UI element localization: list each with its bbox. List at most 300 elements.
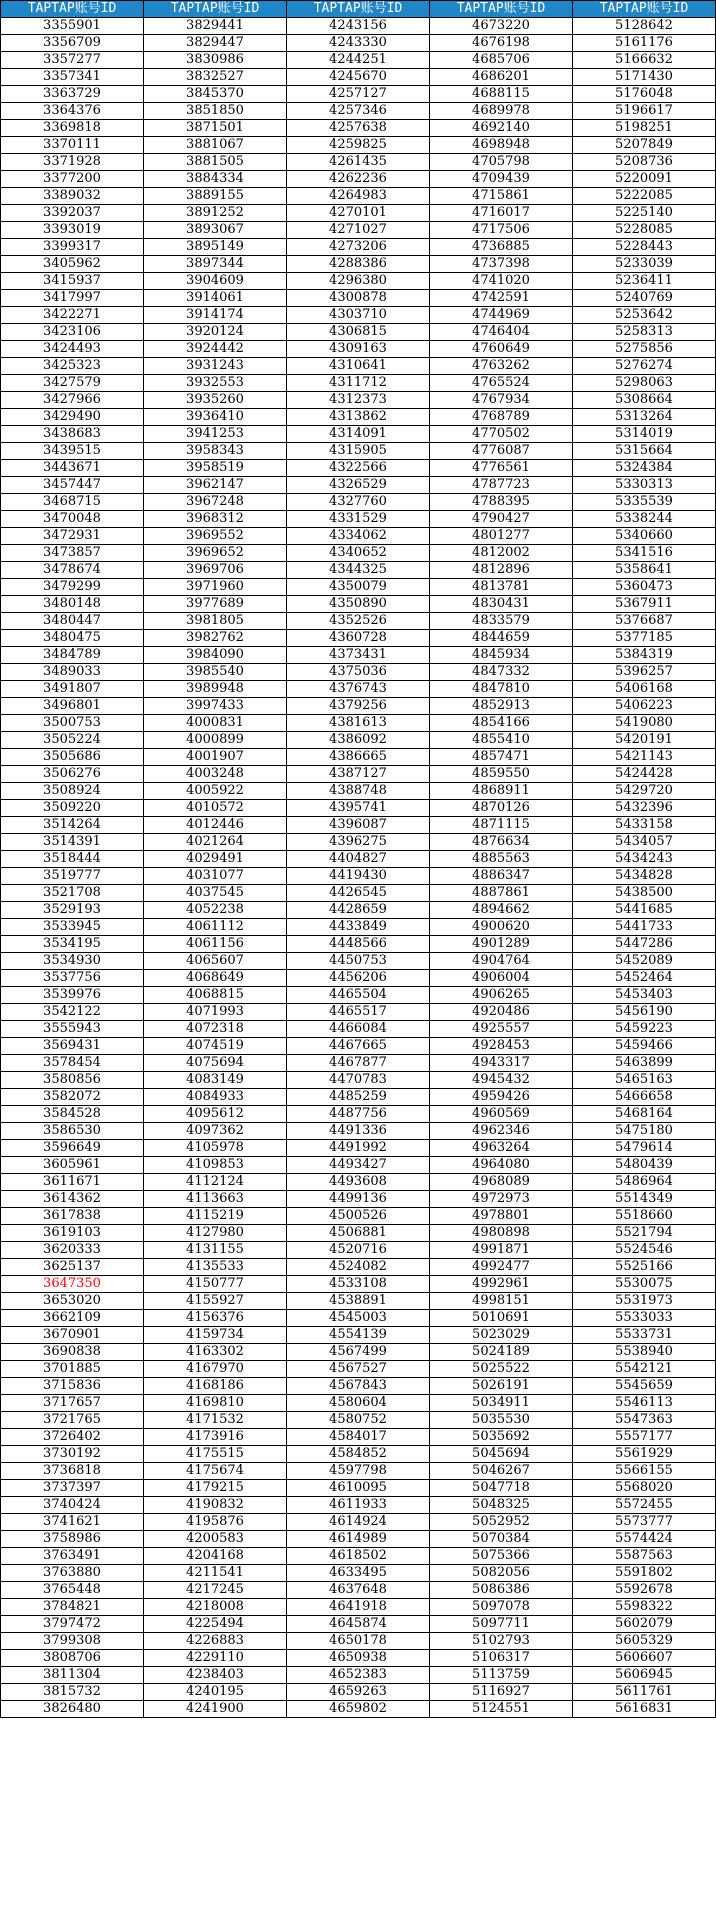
table-cell: 3356709 bbox=[1, 35, 144, 52]
table-cell: 4257127 bbox=[287, 86, 430, 103]
table-cell: 5459466 bbox=[573, 1038, 716, 1055]
table-cell: 4005922 bbox=[144, 783, 287, 800]
table-cell: 4179215 bbox=[144, 1480, 287, 1497]
table-cell: 5315664 bbox=[573, 443, 716, 460]
table-cell: 5376687 bbox=[573, 613, 716, 630]
table-cell: 4859550 bbox=[430, 766, 573, 783]
table-cell: 4790427 bbox=[430, 511, 573, 528]
table-cell: 5572455 bbox=[573, 1497, 716, 1514]
table-cell: 4673220 bbox=[430, 18, 573, 35]
table-cell: 5335539 bbox=[573, 494, 716, 511]
table-cell: 4173916 bbox=[144, 1429, 287, 1446]
table-cell: 3969652 bbox=[144, 545, 287, 562]
table-cell: 5276274 bbox=[573, 358, 716, 375]
table-cell: 4760649 bbox=[430, 341, 573, 358]
table-cell: 3468715 bbox=[1, 494, 144, 511]
table-cell: 3457447 bbox=[1, 477, 144, 494]
table-cell: 5070384 bbox=[430, 1531, 573, 1548]
table-cell: 4554139 bbox=[287, 1327, 430, 1344]
table-cell: 4741020 bbox=[430, 273, 573, 290]
table-cell: 4765524 bbox=[430, 375, 573, 392]
table-cell: 4419430 bbox=[287, 868, 430, 885]
table-cell: 4676198 bbox=[430, 35, 573, 52]
table-cell: 4344325 bbox=[287, 562, 430, 579]
table-cell: 3736818 bbox=[1, 1463, 144, 1480]
table-cell: 4467877 bbox=[287, 1055, 430, 1072]
table-cell: 4885563 bbox=[430, 851, 573, 868]
table-cell: 3539976 bbox=[1, 987, 144, 1004]
table-cell: 5547363 bbox=[573, 1412, 716, 1429]
table-cell: 4021264 bbox=[144, 834, 287, 851]
table-cell: 3596649 bbox=[1, 1140, 144, 1157]
table-cell: 5048325 bbox=[430, 1497, 573, 1514]
table-cell: 4776561 bbox=[430, 460, 573, 477]
table-cell: 5128642 bbox=[573, 18, 716, 35]
table-cell: 5220091 bbox=[573, 171, 716, 188]
table-row bbox=[1, 698, 716, 715]
table-cell: 5525166 bbox=[573, 1259, 716, 1276]
table-cell: 3369818 bbox=[1, 120, 144, 137]
table-cell: 5171430 bbox=[573, 69, 716, 86]
table-cell: 5452089 bbox=[573, 953, 716, 970]
table-cell: 4943317 bbox=[430, 1055, 573, 1072]
table-cell: 3893067 bbox=[144, 222, 287, 239]
table-cell: 4580604 bbox=[287, 1395, 430, 1412]
table-row bbox=[1, 1548, 716, 1565]
table-row bbox=[1, 1446, 716, 1463]
table-row bbox=[1, 817, 716, 834]
table-cell: 4350890 bbox=[287, 596, 430, 613]
table-cell: 4925557 bbox=[430, 1021, 573, 1038]
table-cell: 4105978 bbox=[144, 1140, 287, 1157]
table-cell: 4491336 bbox=[287, 1123, 430, 1140]
table-cell: 3479299 bbox=[1, 579, 144, 596]
table-cell: 4768789 bbox=[430, 409, 573, 426]
table-cell: 5546113 bbox=[573, 1395, 716, 1412]
table-cell: 4812896 bbox=[430, 562, 573, 579]
table-cell: 5479614 bbox=[573, 1140, 716, 1157]
table-cell: 5545659 bbox=[573, 1378, 716, 1395]
table-cell: 4545003 bbox=[287, 1310, 430, 1327]
table-cell: 4709439 bbox=[430, 171, 573, 188]
table-cell: 4868911 bbox=[430, 783, 573, 800]
table-cell: 5574424 bbox=[573, 1531, 716, 1548]
table-row bbox=[1, 1667, 716, 1684]
table-cell: 4465517 bbox=[287, 1004, 430, 1021]
table-cell: 4852913 bbox=[430, 698, 573, 715]
table-row bbox=[1, 1582, 716, 1599]
table-cell: 5573777 bbox=[573, 1514, 716, 1531]
table-row bbox=[1, 681, 716, 698]
table-row bbox=[1, 1684, 716, 1701]
table-row bbox=[1, 511, 716, 528]
table-cell: 5452464 bbox=[573, 970, 716, 987]
table-cell: 4686201 bbox=[430, 69, 573, 86]
table-cell: 5602079 bbox=[573, 1616, 716, 1633]
table-cell: 5198251 bbox=[573, 120, 716, 137]
table-cell: 5432396 bbox=[573, 800, 716, 817]
table-cell: 5533033 bbox=[573, 1310, 716, 1327]
table-cell: 4217245 bbox=[144, 1582, 287, 1599]
table-cell: 4204168 bbox=[144, 1548, 287, 1565]
table-row bbox=[1, 800, 716, 817]
table-row bbox=[1, 1174, 716, 1191]
table-row bbox=[1, 715, 716, 732]
table-cell: 5530075 bbox=[573, 1276, 716, 1293]
table-cell: 5441685 bbox=[573, 902, 716, 919]
table-cell: 4097362 bbox=[144, 1123, 287, 1140]
table-cell: 3701885 bbox=[1, 1361, 144, 1378]
table-cell: 3438683 bbox=[1, 426, 144, 443]
table-cell: 5557177 bbox=[573, 1429, 716, 1446]
table-row bbox=[1, 1259, 716, 1276]
table-cell: 4244251 bbox=[287, 52, 430, 69]
table-cell: 5082056 bbox=[430, 1565, 573, 1582]
table-cell: 3533945 bbox=[1, 919, 144, 936]
table-body bbox=[1, 18, 716, 1718]
table-cell: 4466084 bbox=[287, 1021, 430, 1038]
table-cell: 5298063 bbox=[573, 375, 716, 392]
table-cell: 3423106 bbox=[1, 324, 144, 341]
table-cell: 4296380 bbox=[287, 273, 430, 290]
table-cell: 3480148 bbox=[1, 596, 144, 613]
table-cell: 3914061 bbox=[144, 290, 287, 307]
table-cell: 4387127 bbox=[287, 766, 430, 783]
table-cell: 3984090 bbox=[144, 647, 287, 664]
table-cell: 4327760 bbox=[287, 494, 430, 511]
table-cell: 4650938 bbox=[287, 1650, 430, 1667]
table-cell: 5207849 bbox=[573, 137, 716, 154]
table-cell: 3881067 bbox=[144, 137, 287, 154]
table-cell: 4904764 bbox=[430, 953, 573, 970]
table-cell: 3968312 bbox=[144, 511, 287, 528]
table-cell: 4736885 bbox=[430, 239, 573, 256]
table-cell: 5524546 bbox=[573, 1242, 716, 1259]
table-cell: 4386092 bbox=[287, 732, 430, 749]
table-row bbox=[1, 664, 716, 681]
table-cell: 3914174 bbox=[144, 307, 287, 324]
table-row bbox=[1, 1650, 716, 1667]
table-row bbox=[1, 579, 716, 596]
table-cell: 3920124 bbox=[144, 324, 287, 341]
table-cell: 3473857 bbox=[1, 545, 144, 562]
table-cell: 4788395 bbox=[430, 494, 573, 511]
table-cell: 3737397 bbox=[1, 1480, 144, 1497]
table-row bbox=[1, 290, 716, 307]
table-cell: 3578454 bbox=[1, 1055, 144, 1072]
table-cell: 4906265 bbox=[430, 987, 573, 1004]
table-row bbox=[1, 86, 716, 103]
table-cell: 4894662 bbox=[430, 902, 573, 919]
table-cell: 5396257 bbox=[573, 664, 716, 681]
table-cell: 5253642 bbox=[573, 307, 716, 324]
table-cell: 4618502 bbox=[287, 1548, 430, 1565]
table-cell: 5097078 bbox=[430, 1599, 573, 1616]
table-cell: 4084933 bbox=[144, 1089, 287, 1106]
table-cell: 3884334 bbox=[144, 171, 287, 188]
table-row bbox=[1, 1089, 716, 1106]
table-cell: 3424493 bbox=[1, 341, 144, 358]
table-cell: 4767934 bbox=[430, 392, 573, 409]
table-cell: 4493608 bbox=[287, 1174, 430, 1191]
table-cell: 5518660 bbox=[573, 1208, 716, 1225]
table-cell: 5429720 bbox=[573, 783, 716, 800]
table-cell: 4487756 bbox=[287, 1106, 430, 1123]
table-cell: 5075366 bbox=[430, 1548, 573, 1565]
table-cell: 4659263 bbox=[287, 1684, 430, 1701]
table-cell: 5330313 bbox=[573, 477, 716, 494]
table-cell: 4689978 bbox=[430, 103, 573, 120]
table-cell: 3427966 bbox=[1, 392, 144, 409]
table-cell: 4450753 bbox=[287, 953, 430, 970]
table-header bbox=[1, 1, 716, 18]
table-cell: 4071993 bbox=[144, 1004, 287, 1021]
table-cell: 4388748 bbox=[287, 783, 430, 800]
table-cell: 5606945 bbox=[573, 1667, 716, 1684]
table-cell: 4113663 bbox=[144, 1191, 287, 1208]
table-cell: 4524082 bbox=[287, 1259, 430, 1276]
table-row bbox=[1, 1191, 716, 1208]
table-cell: 4685706 bbox=[430, 52, 573, 69]
table-cell: 3363729 bbox=[1, 86, 144, 103]
table-cell: 4801277 bbox=[430, 528, 573, 545]
table-cell: 5542121 bbox=[573, 1361, 716, 1378]
table-row bbox=[1, 256, 716, 273]
table-row bbox=[1, 1276, 716, 1293]
table-cell: 4744969 bbox=[430, 307, 573, 324]
table-cell: 5521794 bbox=[573, 1225, 716, 1242]
table-row bbox=[1, 375, 716, 392]
table-cell: 4306815 bbox=[287, 324, 430, 341]
table-row bbox=[1, 1106, 716, 1123]
table-cell: 4637648 bbox=[287, 1582, 430, 1599]
table-row bbox=[1, 273, 716, 290]
table-cell: 3355901 bbox=[1, 18, 144, 35]
table-cell: 4716017 bbox=[430, 205, 573, 222]
table-cell: 5338244 bbox=[573, 511, 716, 528]
table-cell: 3429490 bbox=[1, 409, 144, 426]
table-cell: 4963264 bbox=[430, 1140, 573, 1157]
table-cell: 3470048 bbox=[1, 511, 144, 528]
table-row bbox=[1, 1072, 716, 1089]
table-cell: 4163302 bbox=[144, 1344, 287, 1361]
table-row bbox=[1, 494, 716, 511]
table-cell: 3977689 bbox=[144, 596, 287, 613]
table-row bbox=[1, 188, 716, 205]
table-cell: 4270101 bbox=[287, 205, 430, 222]
table-cell: 5025522 bbox=[430, 1361, 573, 1378]
table-row bbox=[1, 460, 716, 477]
table-row bbox=[1, 103, 716, 120]
table-cell: 5308664 bbox=[573, 392, 716, 409]
table-cell: 3491807 bbox=[1, 681, 144, 698]
table-cell: 5233039 bbox=[573, 256, 716, 273]
table-cell: 4314091 bbox=[287, 426, 430, 443]
table-cell: 4812002 bbox=[430, 545, 573, 562]
table-cell: 3897344 bbox=[144, 256, 287, 273]
table-cell: 4614924 bbox=[287, 1514, 430, 1531]
table-cell: 4175674 bbox=[144, 1463, 287, 1480]
table-cell: 3505224 bbox=[1, 732, 144, 749]
table-row bbox=[1, 630, 716, 647]
table-cell: 3614362 bbox=[1, 1191, 144, 1208]
table-cell: 4300878 bbox=[287, 290, 430, 307]
table-cell: 3417997 bbox=[1, 290, 144, 307]
table-cell: 4467665 bbox=[287, 1038, 430, 1055]
column-header: TAPTAP账号ID bbox=[287, 1, 430, 18]
column-header: TAPTAP账号ID bbox=[430, 1, 573, 18]
table-cell: 4031077 bbox=[144, 868, 287, 885]
table-cell: 5240769 bbox=[573, 290, 716, 307]
table-cell: 3845370 bbox=[144, 86, 287, 103]
table-cell: 5566155 bbox=[573, 1463, 716, 1480]
table-row bbox=[1, 426, 716, 443]
table-cell: 4257638 bbox=[287, 120, 430, 137]
table-cell: 3985540 bbox=[144, 664, 287, 681]
table-cell: 4538891 bbox=[287, 1293, 430, 1310]
table-cell: 3958519 bbox=[144, 460, 287, 477]
table-cell: 3826480 bbox=[1, 1701, 144, 1718]
table-row bbox=[1, 35, 716, 52]
table-cell: 3730192 bbox=[1, 1446, 144, 1463]
table-cell: 3971960 bbox=[144, 579, 287, 596]
table-row bbox=[1, 1208, 716, 1225]
table-row bbox=[1, 647, 716, 664]
table-cell: 3832527 bbox=[144, 69, 287, 86]
table-cell: 3967248 bbox=[144, 494, 287, 511]
table-cell: 4506881 bbox=[287, 1225, 430, 1242]
table-cell: 3811304 bbox=[1, 1667, 144, 1684]
table-cell: 5116927 bbox=[430, 1684, 573, 1701]
table-cell: 3496801 bbox=[1, 698, 144, 715]
table-cell: 3534930 bbox=[1, 953, 144, 970]
table-row bbox=[1, 477, 716, 494]
table-cell: 4493427 bbox=[287, 1157, 430, 1174]
table-row bbox=[1, 1633, 716, 1650]
table-cell: 4945432 bbox=[430, 1072, 573, 1089]
table-cell: 4968089 bbox=[430, 1174, 573, 1191]
table-cell: 5113759 bbox=[430, 1667, 573, 1684]
table-cell: 4360728 bbox=[287, 630, 430, 647]
table-row bbox=[1, 1701, 716, 1718]
table-cell: 5228085 bbox=[573, 222, 716, 239]
table-cell: 5222085 bbox=[573, 188, 716, 205]
table-cell: 3620333 bbox=[1, 1242, 144, 1259]
table-cell: 3584528 bbox=[1, 1106, 144, 1123]
table-cell: 4373431 bbox=[287, 647, 430, 664]
table-cell: 3518444 bbox=[1, 851, 144, 868]
table-cell: 5034911 bbox=[430, 1395, 573, 1412]
table-cell: 5466658 bbox=[573, 1089, 716, 1106]
table-cell: 4150777 bbox=[144, 1276, 287, 1293]
table-cell: 4456206 bbox=[287, 970, 430, 987]
table-cell: 5561929 bbox=[573, 1446, 716, 1463]
table-cell: 3371928 bbox=[1, 154, 144, 171]
table-cell: 4857471 bbox=[430, 749, 573, 766]
table-cell: 4698948 bbox=[430, 137, 573, 154]
table-cell: 5340660 bbox=[573, 528, 716, 545]
table-cell: 5459223 bbox=[573, 1021, 716, 1038]
table-cell: 5598322 bbox=[573, 1599, 716, 1616]
table-cell: 3741621 bbox=[1, 1514, 144, 1531]
table-cell: 4169810 bbox=[144, 1395, 287, 1412]
table-cell: 5468164 bbox=[573, 1106, 716, 1123]
table-cell: 3514264 bbox=[1, 817, 144, 834]
table-cell: 4470783 bbox=[287, 1072, 430, 1089]
table-cell: 4311712 bbox=[287, 375, 430, 392]
table-cell: 3935260 bbox=[144, 392, 287, 409]
table-cell: 3765448 bbox=[1, 1582, 144, 1599]
table-cell: 3962147 bbox=[144, 477, 287, 494]
table-row bbox=[1, 222, 716, 239]
table-cell: 4650178 bbox=[287, 1633, 430, 1650]
table-cell: 4742591 bbox=[430, 290, 573, 307]
table-cell: 3941253 bbox=[144, 426, 287, 443]
table-cell: 3370111 bbox=[1, 137, 144, 154]
table-cell: 3721765 bbox=[1, 1412, 144, 1429]
table-cell: 4485259 bbox=[287, 1089, 430, 1106]
table-cell: 4190832 bbox=[144, 1497, 287, 1514]
table-cell: 5568020 bbox=[573, 1480, 716, 1497]
table-cell: 4225494 bbox=[144, 1616, 287, 1633]
table-cell: 5367911 bbox=[573, 596, 716, 613]
table-cell: 3392037 bbox=[1, 205, 144, 222]
table-row bbox=[1, 868, 716, 885]
table-cell: 4068649 bbox=[144, 970, 287, 987]
table-cell: 3763491 bbox=[1, 1548, 144, 1565]
table-cell: 5486964 bbox=[573, 1174, 716, 1191]
table-cell: 4229110 bbox=[144, 1650, 287, 1667]
table-cell: 3829441 bbox=[144, 18, 287, 35]
table-cell: 3829447 bbox=[144, 35, 287, 52]
table-cell: 3936410 bbox=[144, 409, 287, 426]
table-cell: 4226883 bbox=[144, 1633, 287, 1650]
table-row bbox=[1, 1514, 716, 1531]
table-cell: 4159734 bbox=[144, 1327, 287, 1344]
table-row bbox=[1, 358, 716, 375]
table-cell: 4580752 bbox=[287, 1412, 430, 1429]
table-cell: 3815732 bbox=[1, 1684, 144, 1701]
table-cell: 4379256 bbox=[287, 698, 430, 715]
table-cell: 4243330 bbox=[287, 35, 430, 52]
table-cell: 4240195 bbox=[144, 1684, 287, 1701]
table-row bbox=[1, 1225, 716, 1242]
table-cell: 4776087 bbox=[430, 443, 573, 460]
table-row bbox=[1, 766, 716, 783]
table-row bbox=[1, 1310, 716, 1327]
table-cell: 3653020 bbox=[1, 1293, 144, 1310]
table-cell: 4428659 bbox=[287, 902, 430, 919]
table-cell: 5434828 bbox=[573, 868, 716, 885]
table-cell: 5592678 bbox=[573, 1582, 716, 1599]
table-cell: 5258313 bbox=[573, 324, 716, 341]
table-cell: 3895149 bbox=[144, 239, 287, 256]
table-cell: 4052238 bbox=[144, 902, 287, 919]
table-cell: 3480447 bbox=[1, 613, 144, 630]
table-row bbox=[1, 1480, 716, 1497]
table-cell: 3662109 bbox=[1, 1310, 144, 1327]
table-cell: 4288386 bbox=[287, 256, 430, 273]
table-cell: 4167970 bbox=[144, 1361, 287, 1378]
table-row bbox=[1, 443, 716, 460]
table-row bbox=[1, 953, 716, 970]
table-row bbox=[1, 851, 716, 868]
table-cell: 4334062 bbox=[287, 528, 430, 545]
table-row bbox=[1, 1395, 716, 1412]
table-cell: 5434243 bbox=[573, 851, 716, 868]
table-cell: 3422271 bbox=[1, 307, 144, 324]
table-cell: 4404827 bbox=[287, 851, 430, 868]
